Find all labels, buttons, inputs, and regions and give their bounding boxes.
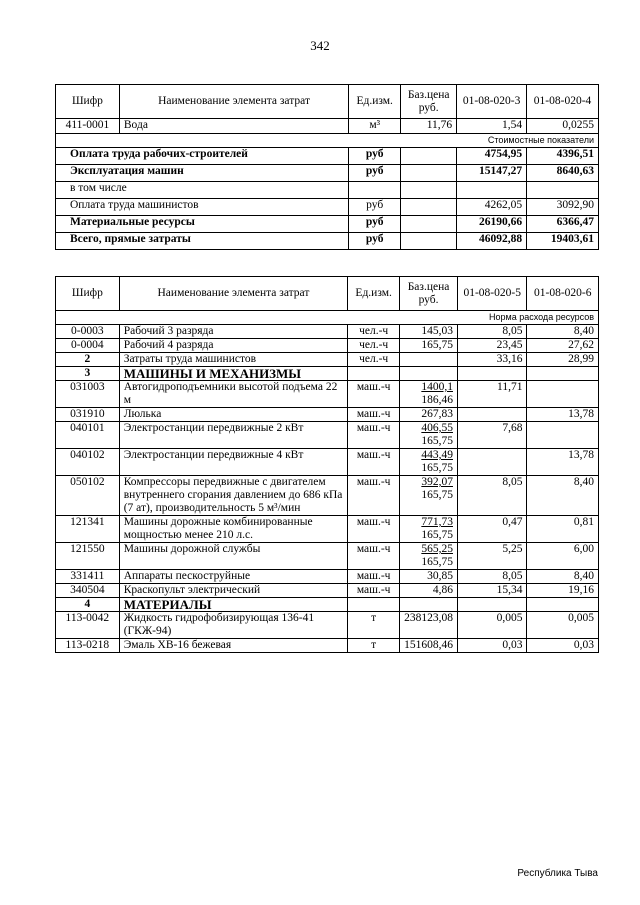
cell-value: 6,00 <box>527 543 599 570</box>
header-col-b: 01-08-020-6 <box>527 277 599 311</box>
cell-price <box>400 476 458 516</box>
price-value: 406,55 <box>421 422 453 434</box>
cell-value: 4262,05 <box>457 199 527 216</box>
cell-unit <box>349 182 401 199</box>
header-col-a: 01-08-020-5 <box>457 277 527 311</box>
cell-unit: маш.-ч <box>348 408 400 422</box>
cell-empty <box>56 199 349 216</box>
price-machinist-value: 165,75 <box>421 489 453 501</box>
cell-code: 340504 <box>56 584 120 598</box>
table-row <box>56 449 599 476</box>
cell-unit: маш.-ч <box>348 516 400 543</box>
price-value: 145,03 <box>421 325 453 337</box>
cell-value: 3092,90 <box>527 199 599 216</box>
cell-value <box>527 367 599 381</box>
cell-value <box>457 367 527 381</box>
cell-name: Краскопульт электрический <box>119 584 347 598</box>
table-row <box>56 422 599 449</box>
cell-price <box>400 612 458 639</box>
table-row <box>56 584 599 598</box>
cell-code: 031003 <box>56 381 120 408</box>
cell-price <box>400 598 458 612</box>
cell-price <box>401 199 457 216</box>
price-value: 1400,1 <box>421 381 453 393</box>
cell-value: 8,05 <box>457 570 527 584</box>
cell-code: 113-0042 <box>56 612 120 639</box>
cell-value: 0,03 <box>457 639 527 653</box>
cell-name: Автогидроподъемники высотой подъема 22 м <box>119 381 347 408</box>
cell-name: Эмаль ХВ-16 бежевая <box>119 639 347 653</box>
cost-table <box>55 84 599 250</box>
cell-code: 113-0218 <box>56 639 120 653</box>
cell-code: 121550 <box>56 543 120 570</box>
header-name: Наименование элемента затрат <box>119 277 347 311</box>
cell-price <box>400 325 458 339</box>
cell-unit <box>348 598 400 612</box>
price-value: 238123,08 <box>404 612 453 624</box>
cell-value: 19403,61 <box>527 233 599 250</box>
cell-name: Затраты труда машинистов <box>119 353 347 367</box>
resource-table <box>55 276 599 653</box>
page-number: 342 <box>310 38 330 53</box>
header-col-b: 01-08-020-4 <box>527 85 599 119</box>
cell-name: Всего, прямые затраты <box>70 233 191 245</box>
cell-unit: маш.-ч <box>348 381 400 408</box>
cell-price <box>400 408 458 422</box>
cell-empty <box>56 148 349 165</box>
price-value: 392,07 <box>421 476 453 488</box>
cell-unit: руб <box>349 216 401 233</box>
cell-name: Машины дорожные комбинированные мощностью менее 210 л.с. <box>119 516 347 543</box>
table-row <box>56 353 599 367</box>
cell-unit: м³ <box>349 119 401 134</box>
cell-value: 13,78 <box>527 408 599 422</box>
cell-unit: руб <box>349 165 401 182</box>
caption-row <box>56 311 599 325</box>
cell-price <box>400 449 458 476</box>
table-row <box>56 182 599 199</box>
table-row <box>56 325 599 339</box>
cell-value: 4754,95 <box>457 148 527 165</box>
cell-code: 4 <box>56 598 120 612</box>
cell-price <box>400 570 458 584</box>
cell-price <box>400 639 458 653</box>
table-row <box>56 381 599 408</box>
cell-name: Жидкость гидрофобизирующая 136-41 (ГКЖ-94) <box>119 612 347 639</box>
table-header-row <box>56 85 599 119</box>
cell-name: Аппараты пескоструйные <box>119 570 347 584</box>
cell-price <box>400 353 458 367</box>
footer-region: Республика Тыва <box>517 868 598 879</box>
cell-value: 27,62 <box>527 339 599 353</box>
cell-unit: чел.-ч <box>348 339 400 353</box>
cell-price: 11,76 <box>401 119 457 134</box>
cell-value: 46092,88 <box>457 233 527 250</box>
caption-resource-norms: Норма расхода ресурсов <box>56 311 599 325</box>
cell-price <box>400 367 458 381</box>
cell-name: Компрессоры передвижные с двигателем внутреннего сгорания давлением до 686 кПа (7 ат), производительность 5 м³/мин <box>119 476 347 516</box>
table-row <box>56 148 599 165</box>
cell-unit: т <box>348 639 400 653</box>
cell-value: 0,81 <box>527 516 599 543</box>
price-value: 151608,46 <box>404 639 453 651</box>
cell-unit: маш.-ч <box>348 422 400 449</box>
cell-name: Люлька <box>119 408 347 422</box>
cell-name: МАТЕРИАЛЫ <box>119 598 347 612</box>
cell-price <box>400 543 458 570</box>
table-row <box>56 367 599 381</box>
cell-code: 2 <box>56 353 120 367</box>
cell-empty <box>56 216 349 233</box>
price-value: 4,86 <box>432 584 453 596</box>
cell-value: 0,005 <box>527 612 599 639</box>
header-unit: Ед.изм. <box>348 277 400 311</box>
cell-unit: т <box>348 612 400 639</box>
header-price: Баз.цена руб. <box>401 85 457 119</box>
cell-value: 33,16 <box>457 353 527 367</box>
cell-name: Электростанции передвижные 2 кВт <box>119 422 347 449</box>
table-row <box>56 476 599 516</box>
cell-name: Машины дорожной службы <box>119 543 347 570</box>
cell-value: 4396,51 <box>527 148 599 165</box>
cell-unit: маш.-ч <box>348 543 400 570</box>
cell-price <box>400 339 458 353</box>
header-col-a: 01-08-020-3 <box>457 85 527 119</box>
cell-empty <box>56 165 349 182</box>
cell-value: 8,40 <box>527 325 599 339</box>
price-value: 565,25 <box>421 543 453 555</box>
cell-value <box>457 449 527 476</box>
cell-name: Эксплуатация машин <box>70 165 184 177</box>
price-machinist-value: 165,75 <box>421 435 453 447</box>
cell-value <box>527 598 599 612</box>
cell-name: Рабочий 4 разряда <box>119 339 347 353</box>
cell-empty <box>56 182 349 199</box>
cell-code: 040102 <box>56 449 120 476</box>
cell-price <box>400 381 458 408</box>
header-name: Наименование элемента затрат <box>119 85 348 119</box>
cell-code: 031910 <box>56 408 120 422</box>
cell-unit: чел.-ч <box>348 353 400 367</box>
cell-price <box>400 422 458 449</box>
table-row <box>56 199 599 216</box>
cell-value: 19,16 <box>527 584 599 598</box>
table-row <box>56 543 599 570</box>
cell-unit: маш.-ч <box>348 449 400 476</box>
price-machinist-value: 186,46 <box>421 394 453 406</box>
table-row <box>56 612 599 639</box>
cell-value: 13,78 <box>527 449 599 476</box>
header-unit: Ед.изм. <box>349 85 401 119</box>
cell-code: 0-0003 <box>56 325 120 339</box>
cell-value: 5,25 <box>457 543 527 570</box>
cell-price <box>401 148 457 165</box>
cell-unit: маш.-ч <box>348 584 400 598</box>
price-value: 30,85 <box>427 570 453 582</box>
header-code: Шифр <box>56 277 120 311</box>
cell-unit: чел.-ч <box>348 325 400 339</box>
cell-unit: руб <box>349 148 401 165</box>
caption-row <box>56 134 599 148</box>
cost-rows <box>56 148 599 250</box>
table-row <box>56 639 599 653</box>
table-row <box>56 408 599 422</box>
cell-name: в том числе <box>70 182 127 194</box>
cell-code: 121341 <box>56 516 120 543</box>
cell-price <box>401 233 457 250</box>
cell-value: 0,47 <box>457 516 527 543</box>
price-value: 443,49 <box>421 449 453 461</box>
cell-value: 11,71 <box>457 381 527 408</box>
cell-code: 040101 <box>56 422 120 449</box>
table-header-row <box>56 277 599 311</box>
price-machinist-value: 165,75 <box>421 556 453 568</box>
table-row <box>56 339 599 353</box>
resource-rows <box>56 325 599 653</box>
cell-name: Электростанции передвижные 4 кВт <box>119 449 347 476</box>
cell-value: 0,0255 <box>527 119 599 134</box>
cell-name: Материальные ресурсы <box>70 216 195 228</box>
cell-value: 8640,63 <box>527 165 599 182</box>
cell-value <box>527 381 599 408</box>
price-value: 165,75 <box>421 339 453 351</box>
cell-code: 411-0001 <box>56 119 120 134</box>
cell-code: 050102 <box>56 476 120 516</box>
cell-value <box>457 408 527 422</box>
table-row <box>56 570 599 584</box>
cell-unit <box>348 367 400 381</box>
header-price: Баз.цена руб. <box>400 277 458 311</box>
price-machinist-value: 165,75 <box>421 462 453 474</box>
cell-value: 8,05 <box>457 325 527 339</box>
cell-value: 6366,47 <box>527 216 599 233</box>
cell-name: Рабочий 3 разряда <box>119 325 347 339</box>
cell-value: 23,45 <box>457 339 527 353</box>
cell-value: 1,54 <box>457 119 527 134</box>
cell-unit: маш.-ч <box>348 570 400 584</box>
cell-value: 15147,27 <box>457 165 527 182</box>
cell-name: МАШИНЫ И МЕХАНИЗМЫ <box>119 367 347 381</box>
cell-value: 8,05 <box>457 476 527 516</box>
cell-value <box>527 422 599 449</box>
cell-name: Вода <box>119 119 348 134</box>
cell-value: 0,03 <box>527 639 599 653</box>
table-row <box>56 233 599 250</box>
caption-cost-indicators: Стоимостные показатели <box>56 134 599 148</box>
cell-price <box>401 216 457 233</box>
cell-value: 8,40 <box>527 476 599 516</box>
table-row <box>56 165 599 182</box>
cell-unit: руб <box>349 199 401 216</box>
cell-name: Оплата труда машинистов <box>70 199 199 211</box>
cell-value: 28,99 <box>527 353 599 367</box>
cell-price <box>401 165 457 182</box>
cell-price <box>400 584 458 598</box>
cell-value <box>457 182 527 199</box>
header-code: Шифр <box>56 85 120 119</box>
cell-value: 7,68 <box>457 422 527 449</box>
cell-value: 8,40 <box>527 570 599 584</box>
price-value: 771,73 <box>421 516 453 528</box>
table-row <box>56 598 599 612</box>
cell-empty <box>56 233 349 250</box>
price-machinist-value: 165,75 <box>421 529 453 541</box>
cell-value: 15,34 <box>457 584 527 598</box>
table-row <box>56 516 599 543</box>
cell-value: 26190,66 <box>457 216 527 233</box>
cell-price <box>401 182 457 199</box>
cell-value: 0,005 <box>457 612 527 639</box>
cell-unit: руб <box>349 233 401 250</box>
cell-price <box>400 516 458 543</box>
cell-unit: маш.-ч <box>348 476 400 516</box>
cell-code: 331411 <box>56 570 120 584</box>
cell-name: Оплата труда рабочих-строителей <box>70 148 248 160</box>
table-row <box>56 119 599 134</box>
table-row <box>56 216 599 233</box>
cell-value <box>527 182 599 199</box>
cell-value <box>457 598 527 612</box>
cell-code: 3 <box>56 367 120 381</box>
price-value: 267,83 <box>421 408 453 420</box>
cell-code: 0-0004 <box>56 339 120 353</box>
